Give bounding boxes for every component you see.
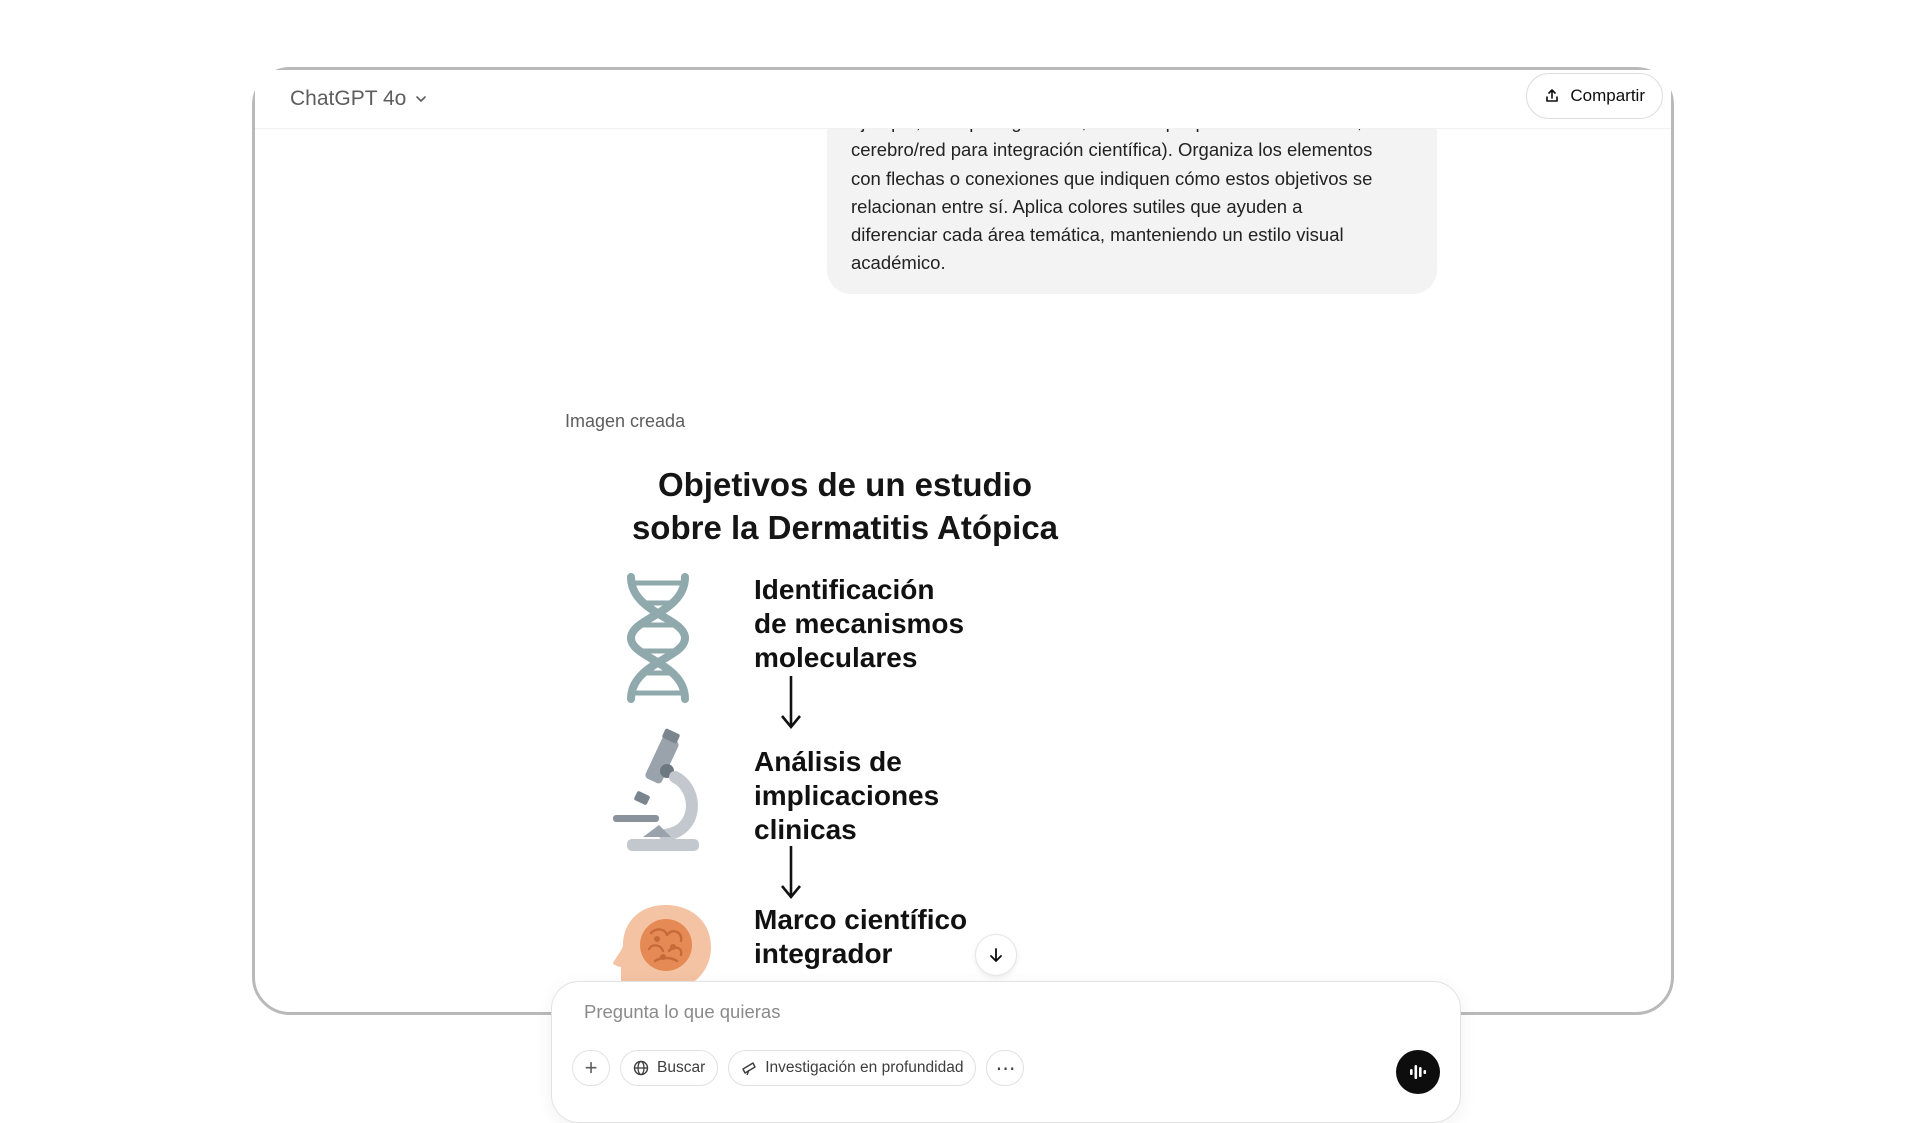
step-1-text — [754, 573, 964, 675]
image-title-line: Objetivos de un estudio — [657, 466, 1033, 503]
add-button[interactable] — [572, 1050, 610, 1086]
deep-research-button[interactable] — [728, 1050, 976, 1086]
more-tools-button[interactable] — [986, 1050, 1024, 1086]
model-name: ChatGPT 4o — [290, 87, 407, 110]
chevron-down-icon — [414, 92, 428, 106]
user-message-line: diferenciar cada área temática, manteniendo un estilo visual — [851, 224, 1344, 246]
user-message-line: académico. — [851, 252, 946, 274]
deep-research-label: Investigación en profundidad — [765, 1059, 964, 1076]
composer-toolbar — [572, 1050, 1024, 1086]
step-1-line: de mecanismos — [754, 608, 965, 639]
search-button[interactable] — [620, 1050, 718, 1086]
step-3-line: Marco científico — [754, 904, 968, 935]
share-icon — [1544, 88, 1560, 104]
globe-icon — [633, 1060, 649, 1076]
arrow-down-icon — [987, 946, 1005, 964]
assistant-message — [565, 411, 685, 432]
voice-waveform-icon — [1407, 1061, 1429, 1083]
search-label: Buscar — [657, 1059, 706, 1076]
more-icon: ⋯ — [995, 1057, 1016, 1080]
image-title-line: sobre la Dermatitis Atópica — [631, 509, 1059, 546]
step-3-text — [754, 903, 967, 971]
prompt-input[interactable] — [582, 996, 1366, 1028]
model-selector[interactable] — [290, 83, 428, 115]
app-window — [252, 67, 1674, 1080]
microscope-icon — [613, 731, 703, 853]
image-created-label: Imagen creada — [565, 411, 686, 431]
user-message-line: con flechas o conexiones que indiquen cómo estos objetivos se — [851, 167, 1373, 189]
step-1-line: moleculares — [754, 642, 918, 673]
plus-icon: + — [584, 1055, 598, 1080]
user-message-line: cerebro/red para integración científica). Organiza los elementos — [851, 139, 1373, 161]
top-bar — [255, 70, 1671, 129]
message-composer — [551, 981, 1461, 1123]
step-1-line: Identificación — [754, 574, 935, 605]
generated-image[interactable] — [585, 463, 1105, 1023]
share-button[interactable] — [1526, 73, 1663, 119]
arrow-down-icon — [778, 674, 804, 730]
step-2-text — [754, 745, 939, 847]
step-3-line: integrador — [754, 938, 893, 969]
step-2-line: clinicas — [754, 814, 857, 845]
arrow-down-icon — [778, 844, 804, 900]
step-2-line: implicaciones — [754, 780, 940, 811]
conversation-area[interactable] — [255, 128, 1671, 1080]
user-message-line: relacionan entre sí. Aplica colores sutiles que ayuden a — [851, 195, 1303, 217]
voice-mode-button[interactable] — [1396, 1050, 1440, 1094]
dna-icon — [623, 573, 693, 703]
telescope-icon — [741, 1060, 757, 1076]
image-title — [585, 463, 1105, 549]
scroll-down-button[interactable] — [975, 934, 1017, 976]
step-2-line: Análisis de — [754, 746, 902, 777]
share-label: Compartir — [1570, 86, 1645, 105]
